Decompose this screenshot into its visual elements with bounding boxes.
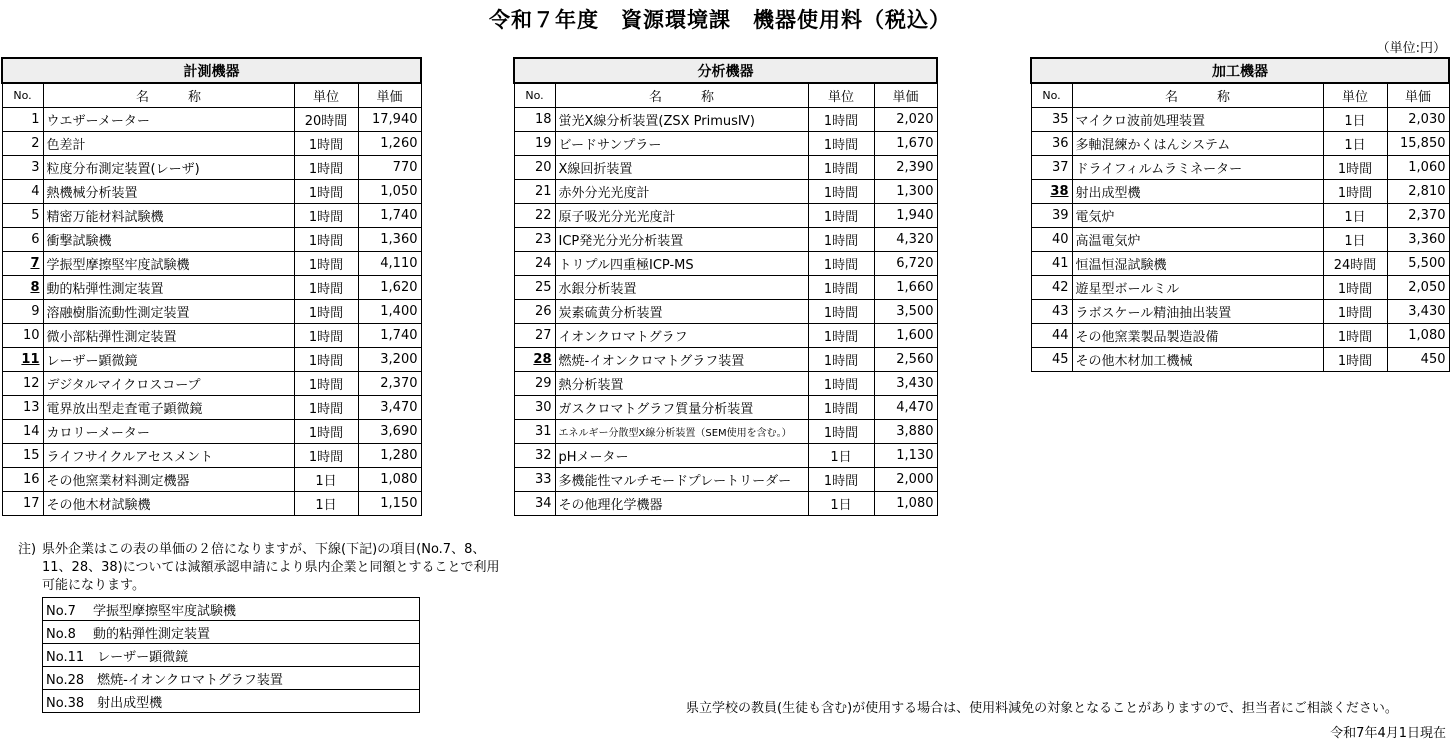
table-row	[2, 108, 421, 132]
row-name: ライフサイクルアセスメント	[43, 444, 294, 468]
row-name: その他理化学機器	[555, 492, 808, 516]
row-unit: 1時間	[294, 204, 358, 228]
header-name: 名 称	[555, 83, 808, 108]
row-name: エネルギー分散型X線分析装置（SEM使用を含む。）	[555, 420, 808, 444]
header-price: 単価	[874, 83, 937, 108]
row-price: 3,690	[358, 420, 421, 444]
row-unit: 1時間	[808, 132, 874, 156]
table-row	[514, 420, 937, 444]
row-unit: 1時間	[294, 396, 358, 420]
row-price: 1,050	[358, 180, 421, 204]
header-price: 単価	[358, 83, 421, 108]
row-no: 42	[1031, 276, 1072, 300]
row-unit: 1時間	[294, 276, 358, 300]
row-no: 26	[514, 300, 555, 324]
row-unit: 1時間	[1323, 348, 1387, 372]
row-no: 11	[2, 348, 43, 372]
row-no: 1	[2, 108, 43, 132]
table-row	[1031, 276, 1449, 300]
unit-note: （単位:円）	[1376, 41, 1446, 56]
row-price: 3,500	[874, 300, 937, 324]
row-price: 2,810	[1387, 180, 1449, 204]
row-unit: 1時間	[808, 180, 874, 204]
row-unit: 1時間	[294, 252, 358, 276]
table-row	[514, 468, 937, 492]
row-unit: 1時間	[294, 444, 358, 468]
note-label: 注)	[18, 542, 37, 557]
row-price: 770	[358, 156, 421, 180]
row-no: 38	[1031, 180, 1072, 204]
row-name: 射出成型機	[1072, 180, 1323, 204]
header-no: No.	[1031, 83, 1072, 108]
row-unit: 1日	[294, 468, 358, 492]
table-row	[2, 372, 421, 396]
row-no: 41	[1031, 252, 1072, 276]
row-price: 3,430	[874, 372, 937, 396]
table-row	[514, 228, 937, 252]
row-unit: 1時間	[808, 204, 874, 228]
table-row	[2, 492, 421, 516]
row-price: 5,500	[1387, 252, 1449, 276]
table-row	[2, 204, 421, 228]
table-row	[1031, 132, 1449, 156]
header-name: 名 称	[43, 83, 294, 108]
row-name: その他窯業製品製造設備	[1072, 324, 1323, 348]
row-no: 13	[2, 396, 43, 420]
row-name: ドライフィルムラミネーター	[1072, 156, 1323, 180]
row-price: 1,080	[874, 492, 937, 516]
row-name: 遊星型ボールミル	[1072, 276, 1323, 300]
table-row	[2, 228, 421, 252]
row-price: 2,370	[1387, 204, 1449, 228]
table-row	[2, 300, 421, 324]
row-name: 学振型摩擦堅牢度試験機	[43, 252, 294, 276]
row-price: 2,370	[358, 372, 421, 396]
row-price: 450	[1387, 348, 1449, 372]
row-price: 3,880	[874, 420, 937, 444]
row-price: 1,670	[874, 132, 937, 156]
row-price: 2,560	[874, 348, 937, 372]
row-unit: 1時間	[808, 156, 874, 180]
row-price: 6,720	[874, 252, 937, 276]
row-unit: 1時間	[1323, 276, 1387, 300]
underlined-item: No.11 レーザー顕微鏡	[43, 644, 420, 667]
header-row	[514, 83, 937, 108]
row-unit: 1日	[1323, 204, 1387, 228]
table-row	[1031, 180, 1449, 204]
row-price: 1,620	[358, 276, 421, 300]
row-price: 1,150	[358, 492, 421, 516]
row-unit: 1時間	[294, 324, 358, 348]
row-price: 1,280	[358, 444, 421, 468]
row-price: 2,000	[874, 468, 937, 492]
section-title-row	[514, 58, 937, 83]
row-name: 多軸混練かくはんシステム	[1072, 132, 1323, 156]
row-name: 熱分析装置	[555, 372, 808, 396]
row-name: 熱機械分析装置	[43, 180, 294, 204]
table-row	[2, 180, 421, 204]
table-row	[514, 300, 937, 324]
row-no: 32	[514, 444, 555, 468]
row-no: 19	[514, 132, 555, 156]
row-no: 31	[514, 420, 555, 444]
row-price: 4,110	[358, 252, 421, 276]
table-row	[514, 396, 937, 420]
row-no: 33	[514, 468, 555, 492]
row-price: 2,020	[874, 108, 937, 132]
row-unit: 1時間	[1323, 156, 1387, 180]
row-no: 7	[2, 252, 43, 276]
row-no: 16	[2, 468, 43, 492]
row-price: 4,470	[874, 396, 937, 420]
row-unit: 1時間	[294, 348, 358, 372]
row-no: 14	[2, 420, 43, 444]
underlined-item: No.38 射出成型機	[43, 690, 420, 713]
table-row	[2, 252, 421, 276]
row-name: 水銀分析装置	[555, 276, 808, 300]
row-name: 恒温恒湿試験機	[1072, 252, 1323, 276]
table-row	[1031, 108, 1449, 132]
row-no: 45	[1031, 348, 1072, 372]
table-row	[1031, 348, 1449, 372]
table-row	[2, 348, 421, 372]
row-price: 2,050	[1387, 276, 1449, 300]
row-name: 赤外分光光度計	[555, 180, 808, 204]
table-row	[2, 420, 421, 444]
table-row	[2, 132, 421, 156]
row-no: 22	[514, 204, 555, 228]
row-unit: 1時間	[808, 324, 874, 348]
row-price: 3,430	[1387, 300, 1449, 324]
row-price: 1,740	[358, 204, 421, 228]
row-unit: 1時間	[808, 108, 874, 132]
header-unit: 単位	[808, 83, 874, 108]
row-no: 40	[1031, 228, 1072, 252]
row-name: 原子吸光分光光度計	[555, 204, 808, 228]
row-unit: 1時間	[294, 372, 358, 396]
row-name: 動的粘弾性測定装置	[43, 276, 294, 300]
row-name: イオンクロマトグラフ	[555, 324, 808, 348]
row-unit: 1日	[1323, 132, 1387, 156]
row-price: 3,360	[1387, 228, 1449, 252]
header-price: 単価	[1387, 83, 1449, 108]
row-no: 4	[2, 180, 43, 204]
table-row	[1031, 228, 1449, 252]
row-no: 43	[1031, 300, 1072, 324]
table-row	[514, 492, 937, 516]
row-unit: 1日	[294, 492, 358, 516]
table-row	[514, 204, 937, 228]
row-no: 8	[2, 276, 43, 300]
row-name: X線回折装置	[555, 156, 808, 180]
teacher-note: 県立学校の教員(生徒も含む)が使用する場合は、使用料減免の対象となることがありますので、担当者にご相談ください。	[686, 701, 1398, 716]
section-title: 計測機器	[2, 58, 421, 83]
table-row	[514, 156, 937, 180]
row-name: ビードサンプラー	[555, 132, 808, 156]
date-stamp: 令和7年4月1日現在	[1330, 726, 1446, 741]
table-row	[1031, 252, 1449, 276]
row-price: 1,300	[874, 180, 937, 204]
row-unit: 1時間	[808, 252, 874, 276]
row-unit: 20時間	[294, 108, 358, 132]
row-no: 17	[2, 492, 43, 516]
analysis-equipment-table	[513, 57, 938, 516]
table-row	[2, 324, 421, 348]
row-no: 18	[514, 108, 555, 132]
row-price: 1,080	[358, 468, 421, 492]
row-name: トリプル四重極ICP-MS	[555, 252, 808, 276]
section-title: 加工機器	[1031, 58, 1449, 83]
header-unit: 単位	[1323, 83, 1387, 108]
row-name: 電気炉	[1072, 204, 1323, 228]
row-unit: 1時間	[808, 468, 874, 492]
section-title-row	[2, 58, 421, 83]
row-no: 27	[514, 324, 555, 348]
row-no: 23	[514, 228, 555, 252]
header-no: No.	[514, 83, 555, 108]
table-row	[514, 276, 937, 300]
row-price: 1,940	[874, 204, 937, 228]
row-unit: 1時間	[808, 276, 874, 300]
header-name: 名 称	[1072, 83, 1323, 108]
section-title-row	[1031, 58, 1449, 83]
row-unit: 1時間	[294, 180, 358, 204]
table-row	[514, 372, 937, 396]
row-name: 多機能性マルチモードプレートリーダー	[555, 468, 808, 492]
row-name: 微小部粘弾性測定装置	[43, 324, 294, 348]
table-row	[1031, 300, 1449, 324]
row-no: 21	[514, 180, 555, 204]
header-no: No.	[2, 83, 43, 108]
underlined-item: No.7 学振型摩擦堅牢度試験機	[43, 598, 420, 621]
measurement-equipment-table	[1, 57, 422, 516]
row-no: 28	[514, 348, 555, 372]
row-name: その他窯業材料測定機器	[43, 468, 294, 492]
row-no: 20	[514, 156, 555, 180]
row-name: ICP発光分光分析装置	[555, 228, 808, 252]
table-row	[514, 180, 937, 204]
row-name: カロリーメーター	[43, 420, 294, 444]
row-unit: 1時間	[294, 300, 358, 324]
row-price: 2,030	[1387, 108, 1449, 132]
section-title: 分析機器	[514, 58, 937, 83]
row-name: 色差計	[43, 132, 294, 156]
row-price: 17,940	[358, 108, 421, 132]
row-price: 1,060	[1387, 156, 1449, 180]
row-price: 1,660	[874, 276, 937, 300]
row-name: 粒度分布測定装置(レーザ)	[43, 156, 294, 180]
row-no: 37	[1031, 156, 1072, 180]
row-no: 39	[1031, 204, 1072, 228]
row-price: 1,260	[358, 132, 421, 156]
row-no: 6	[2, 228, 43, 252]
row-name: その他木材加工機械	[1072, 348, 1323, 372]
row-unit: 1時間	[1323, 300, 1387, 324]
row-no: 3	[2, 156, 43, 180]
row-name: 溶融樹脂流動性測定装置	[43, 300, 294, 324]
note	[18, 541, 508, 595]
row-no: 35	[1031, 108, 1072, 132]
row-price: 1,130	[874, 444, 937, 468]
row-price: 15,850	[1387, 132, 1449, 156]
row-price: 4,320	[874, 228, 937, 252]
row-no: 15	[2, 444, 43, 468]
row-unit: 1日	[1323, 228, 1387, 252]
row-unit: 1時間	[808, 396, 874, 420]
row-name: ラボスケール精油抽出装置	[1072, 300, 1323, 324]
row-unit: 24時間	[1323, 252, 1387, 276]
table-row	[514, 108, 937, 132]
row-name: 精密万能材料試験機	[43, 204, 294, 228]
row-price: 3,470	[358, 396, 421, 420]
row-unit: 1日	[808, 492, 874, 516]
table-row	[514, 324, 937, 348]
page-title: 令和７年度 資源環境課 機器使用料（税込）	[489, 8, 951, 32]
row-unit: 1時間	[294, 228, 358, 252]
row-name: 高温電気炉	[1072, 228, 1323, 252]
table-row	[514, 444, 937, 468]
table-row	[1031, 324, 1449, 348]
table-row	[2, 276, 421, 300]
row-unit: 1時間	[808, 420, 874, 444]
row-price: 2,390	[874, 156, 937, 180]
underlined-item: No.8 動的粘弾性測定装置	[43, 621, 420, 644]
underlined-item: No.28 燃焼-イオンクロマトグラフ装置	[43, 667, 420, 690]
row-no: 44	[1031, 324, 1072, 348]
row-no: 12	[2, 372, 43, 396]
row-name: マイクロ波前処理装置	[1072, 108, 1323, 132]
row-unit: 1日	[808, 444, 874, 468]
row-no: 5	[2, 204, 43, 228]
table-row	[2, 468, 421, 492]
row-unit: 1日	[1323, 108, 1387, 132]
row-price: 1,400	[358, 300, 421, 324]
row-price: 3,200	[358, 348, 421, 372]
row-name: ガスクロマトグラフ質量分析装置	[555, 396, 808, 420]
row-name: pHメーター	[555, 444, 808, 468]
row-no: 24	[514, 252, 555, 276]
table-row	[514, 252, 937, 276]
header-row	[1031, 83, 1449, 108]
table-row	[2, 444, 421, 468]
row-name: 衝撃試験機	[43, 228, 294, 252]
row-unit: 1時間	[808, 372, 874, 396]
row-price: 1,080	[1387, 324, 1449, 348]
table-row	[514, 132, 937, 156]
table-row	[1031, 204, 1449, 228]
row-price: 1,360	[358, 228, 421, 252]
row-no: 36	[1031, 132, 1072, 156]
row-unit: 1時間	[1323, 324, 1387, 348]
row-name: 炭素硫黄分析装置	[555, 300, 808, 324]
row-name: 蛍光X線分析装置(ZSX PrimusⅣ)	[555, 108, 808, 132]
row-name: レーザー顕微鏡	[43, 348, 294, 372]
note-text: 県外企業はこの表の単価の２倍になりますが、下線(下記)の項目(No.7、8、11、28、38)については減額承認申請により県内企業と同額とすることで利用可能になります。	[42, 542, 500, 593]
row-price: 1,600	[874, 324, 937, 348]
row-no: 9	[2, 300, 43, 324]
header-row	[2, 83, 421, 108]
row-no: 30	[514, 396, 555, 420]
row-unit: 1時間	[294, 420, 358, 444]
row-price: 1,740	[358, 324, 421, 348]
header-unit: 単位	[294, 83, 358, 108]
row-name: 燃焼-イオンクロマトグラフ装置	[555, 348, 808, 372]
table-row	[514, 348, 937, 372]
row-name: ウエザーメーター	[43, 108, 294, 132]
row-no: 2	[2, 132, 43, 156]
row-unit: 1時間	[808, 300, 874, 324]
table-row	[2, 396, 421, 420]
row-no: 34	[514, 492, 555, 516]
row-unit: 1時間	[294, 132, 358, 156]
row-no: 10	[2, 324, 43, 348]
row-no: 29	[514, 372, 555, 396]
row-unit: 1時間	[808, 228, 874, 252]
row-unit: 1時間	[294, 156, 358, 180]
underlined-items-table	[42, 597, 420, 713]
row-name: デジタルマイクロスコープ	[43, 372, 294, 396]
table-row	[1031, 156, 1449, 180]
table-row	[2, 156, 421, 180]
processing-equipment-table	[1030, 57, 1450, 372]
row-name: その他木材試験機	[43, 492, 294, 516]
row-name: 電界放出型走査電子顕微鏡	[43, 396, 294, 420]
row-unit: 1時間	[1323, 180, 1387, 204]
row-unit: 1時間	[808, 348, 874, 372]
row-no: 25	[514, 276, 555, 300]
